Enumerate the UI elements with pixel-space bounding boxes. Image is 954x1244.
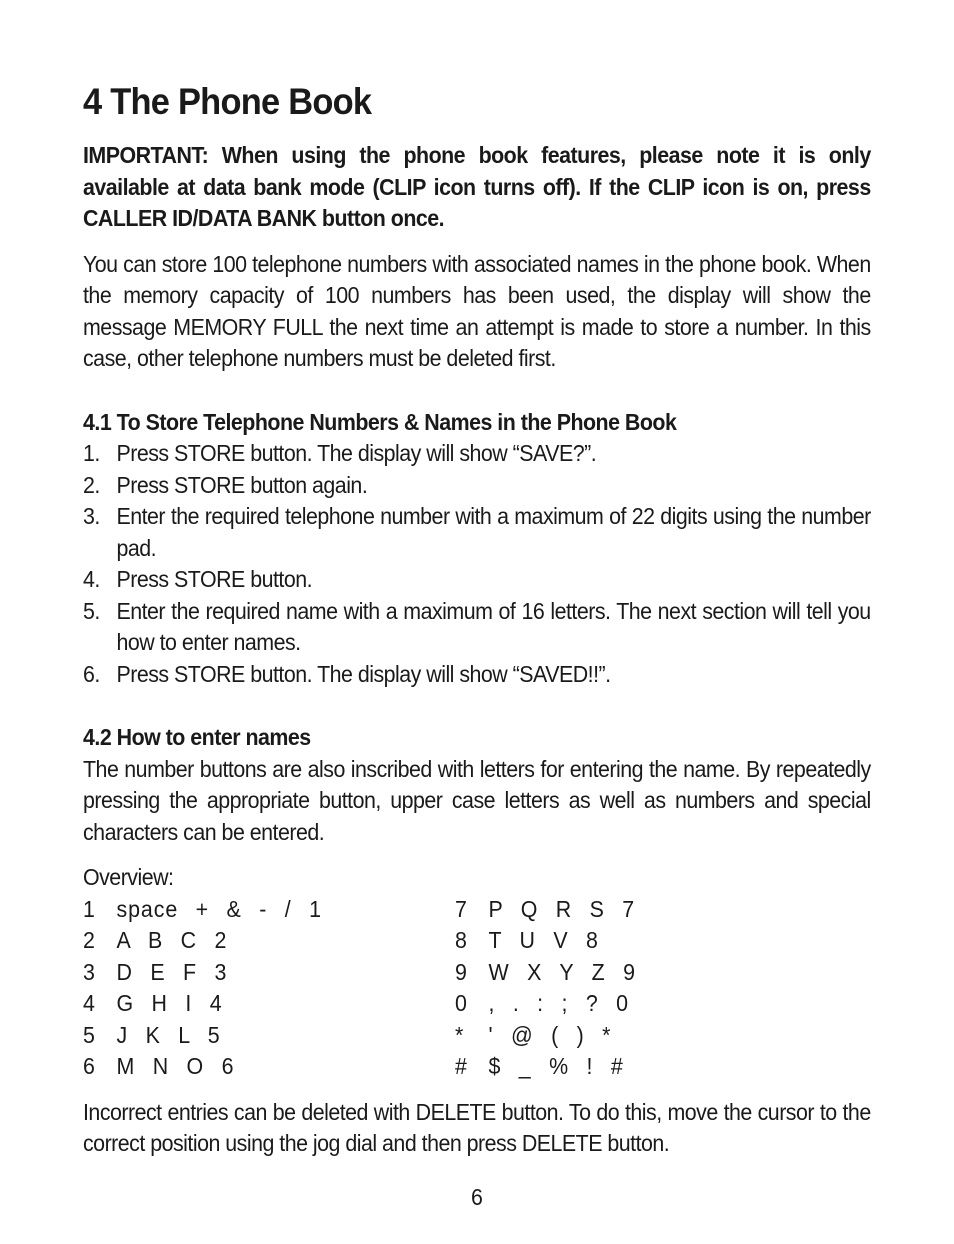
table-row (83, 1020, 455, 1052)
step-number: 2. (83, 471, 100, 498)
key-label: 1 (83, 895, 96, 922)
key-characters: T U V 8 (488, 927, 599, 953)
step-number: 3. (83, 503, 100, 529)
key-label: 0 (455, 990, 468, 1016)
step-text: Press STORE button. The display will show “SAVE?”. (116, 440, 597, 466)
list-item (83, 564, 871, 596)
key-characters: P Q R S 7 (488, 895, 636, 922)
list-item (83, 659, 871, 691)
list-item (83, 596, 871, 659)
table-row (455, 1051, 827, 1083)
store-steps-list (83, 438, 871, 690)
step-number: 1. (83, 440, 100, 466)
step-number: 5. (83, 597, 100, 624)
table-row (455, 925, 827, 957)
page-title: 4 The Phone Book (83, 81, 372, 122)
key-label: 4 (83, 990, 96, 1016)
key-label: 9 (455, 958, 468, 985)
key-characters: W X Y Z 9 (488, 958, 636, 985)
table-row (455, 1020, 827, 1052)
important-note: IMPORTANT: When using the phone book features, please note it is only available at data bank mode (CLIP icon turns off). If the CLIP icon is on, press CALLER ID/DATA BANK button once. (83, 142, 871, 231)
step-text: Press STORE button. (116, 566, 313, 592)
step-text: Press STORE button again. (116, 471, 368, 498)
step-number: 4. (83, 566, 100, 592)
key-label: * (455, 1021, 465, 1048)
key-characters: , . : ; ? 0 (488, 990, 629, 1016)
overview-label: Overview: (83, 864, 174, 890)
key-label: 2 (83, 927, 96, 953)
key-column-right (455, 894, 827, 1083)
section-heading-names: 4.2 How to enter names (83, 724, 311, 750)
step-number: 6. (83, 660, 100, 687)
step-text: Enter the required telephone number with a maximum of 22 digits using the number pad. (116, 503, 871, 561)
key-label: 8 (455, 927, 468, 953)
key-label: 5 (83, 1021, 96, 1048)
key-characters: $ _ % ! # (488, 1053, 624, 1079)
names-description: The number buttons are also inscribed with letters for entering the name. By repeatedly pressing the appropriate button, upper case letters as well as numbers and special characters can be entered. (83, 755, 871, 845)
table-row (83, 894, 455, 926)
key-characters: D E F 3 (116, 958, 228, 985)
list-item (83, 438, 871, 470)
key-characters: G H I 4 (116, 990, 223, 1016)
key-characters: A B C 2 (116, 927, 228, 953)
key-column-left (83, 894, 455, 1083)
page-content (83, 78, 871, 1160)
key-characters: space + & - / 1 (116, 895, 322, 922)
delete-instructions: Incorrect entries can be deleted with DELETE button. To do this, move the cursor to the correct position using the jog dial and then press DELETE button. (83, 1098, 871, 1156)
key-label: 7 (455, 895, 468, 922)
table-row (83, 988, 455, 1020)
key-characters: ' @ ( ) * (488, 1021, 612, 1048)
table-row (83, 925, 455, 957)
table-row (83, 957, 455, 989)
list-item (83, 501, 871, 564)
table-row (455, 894, 827, 926)
key-label: 6 (83, 1053, 96, 1079)
section-heading-store: 4.1 To Store Telephone Numbers & Names in the Phone Book (83, 408, 677, 435)
table-row (83, 1051, 455, 1083)
intro-paragraph: You can store 100 telephone numbers with associated names in the phone book. When the memory capacity of 100 numbers has been used, the display will show the message MEMORY FULL the next time an attempt is made to store a number. In this case, other telephone numbers must be deleted first. (83, 250, 871, 371)
page-number: 6 (471, 1184, 483, 1210)
step-text: Enter the required name with a maximum of 16 letters. The next section will tell you how to enter names. (116, 597, 871, 655)
table-row (455, 988, 827, 1020)
list-item (83, 470, 871, 502)
table-row (455, 957, 827, 989)
key-characters: J K L 5 (116, 1021, 221, 1048)
key-characters: M N O 6 (116, 1053, 235, 1079)
step-text: Press STORE button. The display will show “SAVED!!”. (116, 660, 611, 687)
key-label: 3 (83, 958, 96, 985)
key-label: # (455, 1053, 468, 1079)
key-character-table (83, 894, 871, 1083)
